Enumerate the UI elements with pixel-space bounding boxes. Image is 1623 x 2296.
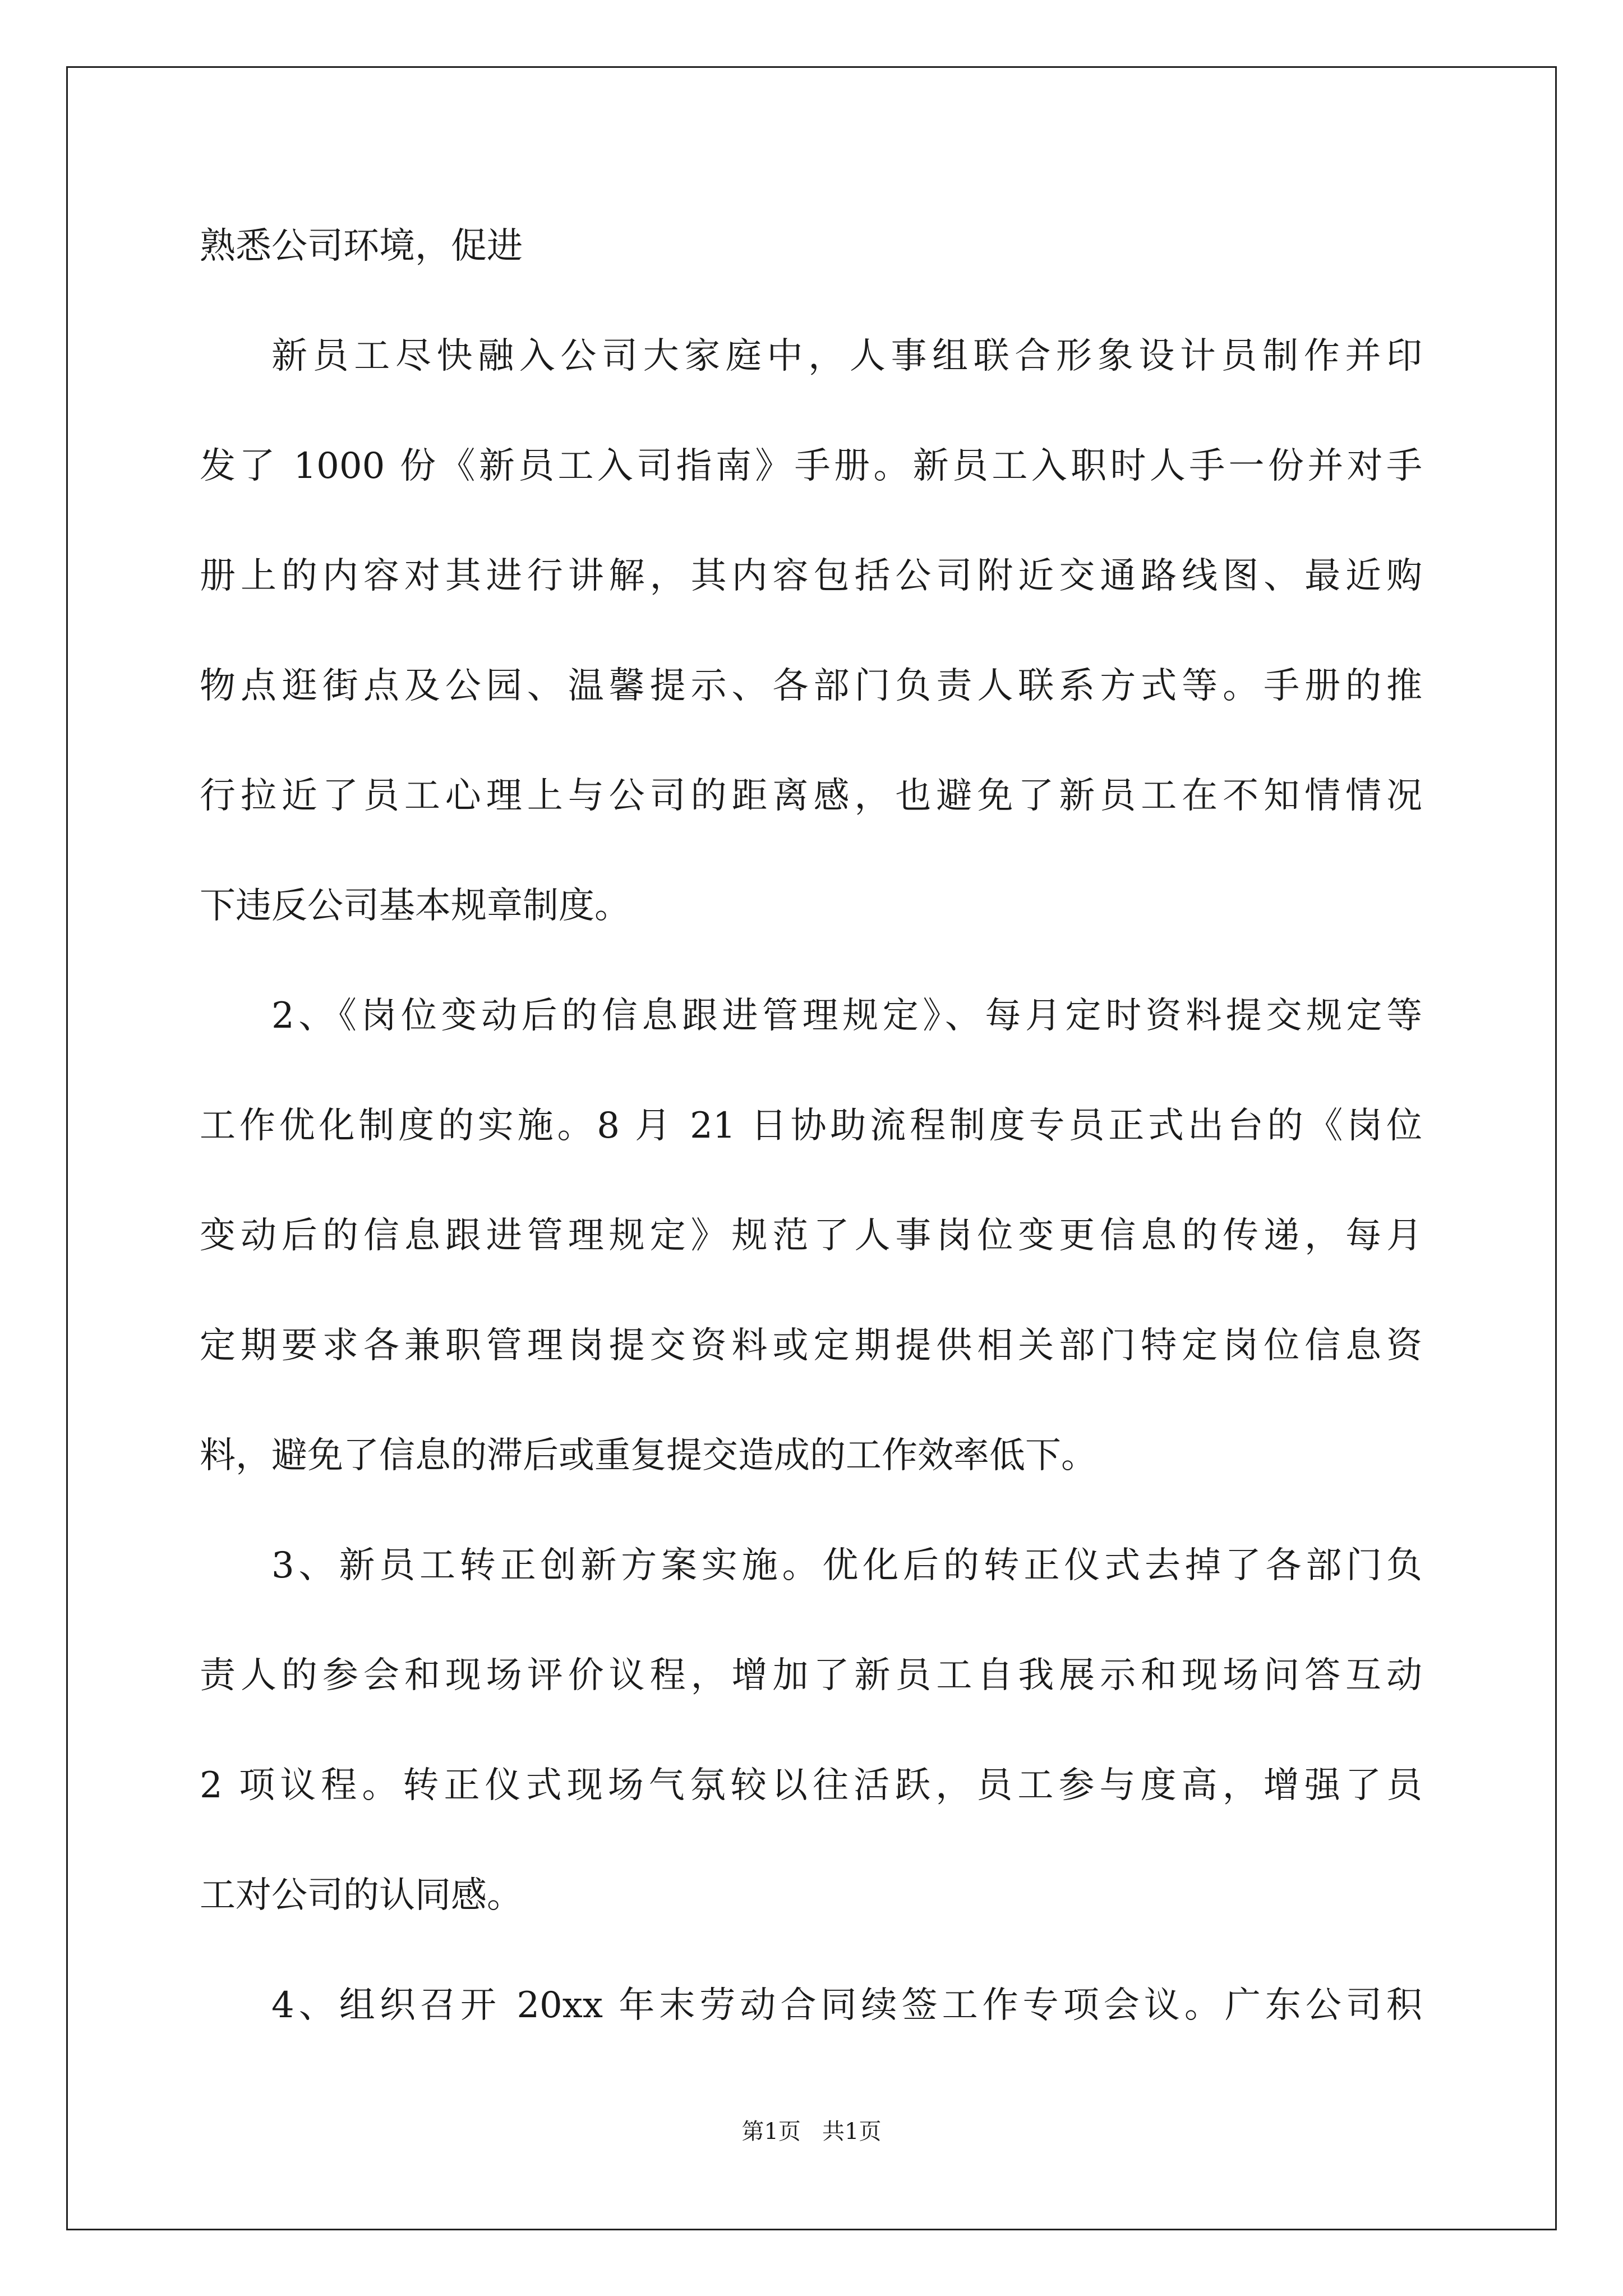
text-line: 工对公司的认同感。 xyxy=(200,1875,523,1916)
paragraph-start-line: 3、新员工转正创新方案实施。优化后的转正仪式去掉了各部门负 xyxy=(271,1545,1422,1586)
text-line: 物点逛街点及公园、温馨提示、各部门负责人联系方式等。手册的推 xyxy=(200,665,1422,707)
page-number-footer: 第1页 共1页 xyxy=(741,2119,882,2145)
text-line: 册上的内容对其进行讲解，其内容包括公司附近交通路线图、最近购 xyxy=(200,555,1422,597)
text-line: 熟悉公司环境，促进 xyxy=(200,226,523,267)
text-line: 责人的参会和现场评价议程，增加了新员工自我展示和现场问答互动 xyxy=(200,1655,1422,1696)
text-line: 料，避免了信息的滞后或重复提交造成的工作效率低下。 xyxy=(200,1435,1097,1476)
text-line: 2 项议程。转正仪式现场气氛较以往活跃，员工参与度高，增强了员 xyxy=(200,1765,1422,1806)
paragraph-start-line: 4、组织召开 20xx 年末劳动合同续签工作专项会议。广东公司积 xyxy=(271,1985,1422,2026)
text-line: 工作优化制度的实施。8 月 21 日协助流程制度专员正式出台的《岗位 xyxy=(200,1105,1422,1147)
text-line: 下违反公司基本规章制度。 xyxy=(200,885,630,927)
paragraph-start-line: 2、《岗位变动后的信息跟进管理规定》、每月定时资料提交规定等 xyxy=(271,995,1422,1037)
text-line: 变动后的信息跟进管理规定》规范了人事岗位变更信息的传递，每月 xyxy=(200,1215,1422,1257)
paragraph-start-line: 新员工尽快融入公司大家庭中，人事组联合形象设计员制作并印 xyxy=(271,335,1422,377)
text-line: 定期要求各兼职管理岗提交资料或定期提供相关部门特定岗位信息资 xyxy=(200,1325,1422,1366)
text-line: 发了 1000 份《新员工入司指南》手册。新员工入职时人手一份并对手 xyxy=(200,445,1422,487)
text-line: 行拉近了员工心理上与公司的距离感，也避免了新员工在不知情情况 xyxy=(200,775,1422,817)
